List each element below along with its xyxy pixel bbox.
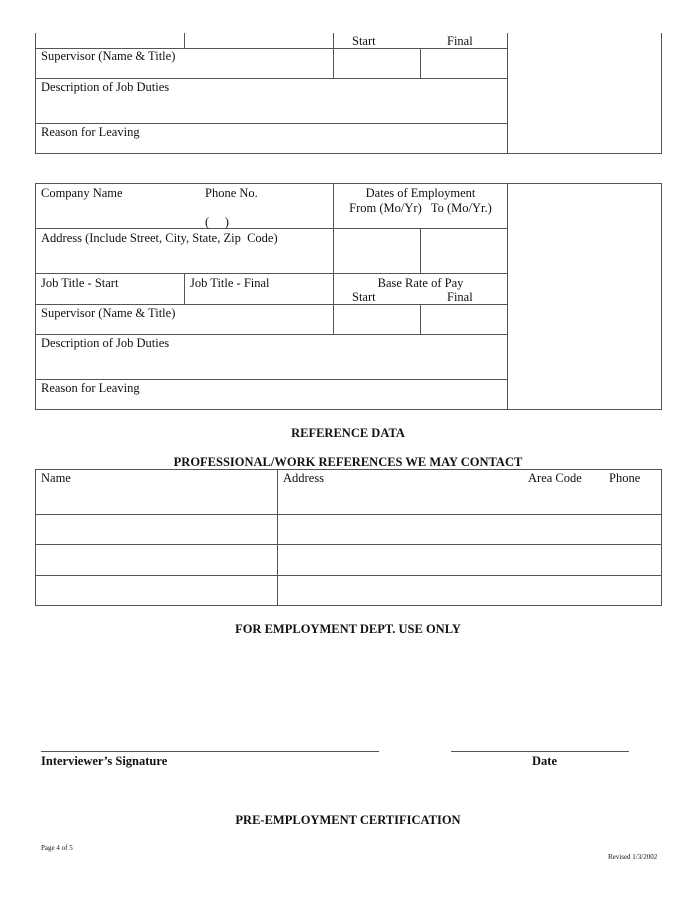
base-rate-of-pay-label: Base Rate of Pay [377,276,464,290]
address-label: Address (Include Street, City, State, Zip Code) [41,231,278,245]
column-header-address: Address [283,471,324,485]
table-border [661,33,662,154]
date-from-field[interactable] [334,229,420,273]
pay-final-label: Final [447,34,473,48]
reference-address-field[interactable] [278,576,661,605]
reason-for-leaving-field[interactable] [36,124,507,153]
reference-name-field[interactable] [36,515,277,544]
job-title-final-field[interactable] [185,274,333,304]
signature-line[interactable] [41,751,379,752]
reference-address-field[interactable] [278,545,661,575]
date-line[interactable] [451,751,629,752]
table-border [35,605,662,606]
job-duties-label: Description of Job Duties [41,80,170,94]
reference-name-field[interactable] [36,545,277,575]
phone-area-code-parens: ( ) [205,215,229,229]
dates-of-employment-header [334,184,507,228]
table-border [35,153,662,154]
job-duties-label: Description of Job Duties [41,336,170,350]
dates-of-employment-label: Dates of Employment [365,186,476,200]
column-header-phone: Phone [609,471,641,485]
reference-address-field[interactable] [278,470,661,514]
pay-final-label: Final [447,290,473,304]
interviewer-signature-label: Interviewer’s Signature [41,754,168,768]
reference-name-field[interactable] [36,470,277,514]
supervisor-label: Supervisor (Name & Title) [41,306,176,320]
reason-for-leaving-field[interactable] [36,380,507,409]
reason-for-leaving-label: Reason for Leaving [41,381,140,395]
job-duties-field[interactable] [36,79,507,123]
job-title-start-field[interactable] [36,274,184,304]
base-rate-of-pay-header [334,274,507,304]
reason-for-leaving-label: Reason for Leaving [41,125,140,139]
table-border [184,33,185,48]
supervisor-field[interactable] [36,49,333,78]
page-number: Page 4 of 5 [41,844,73,852]
supervisor-field[interactable] [36,305,333,334]
side-notes-field[interactable] [508,33,661,153]
dept-use-heading: FOR EMPLOYMENT DEPT. USE ONLY [235,622,461,636]
job-title-final-label: Job Title - Final [190,276,270,290]
table-border [661,469,662,606]
references-table-title: PROFESSIONAL/WORK REFERENCES WE MAY CONTACT [173,455,523,469]
table-border [35,409,662,410]
revised-date: Revised 1/3/2002 [608,853,658,861]
date-label: Date [532,754,557,768]
pay-start-label: Start [352,290,376,304]
supervisor-label: Supervisor (Name & Title) [41,49,176,63]
pay-start-field[interactable] [334,49,420,78]
certification-heading: PRE-EMPLOYMENT CERTIFICATION [235,813,461,827]
column-header-area-code: Area Code [528,471,582,485]
company-name-field[interactable] [36,184,333,228]
job-title-start-label: Job Title - Start [41,276,119,290]
column-header-name: Name [41,471,71,485]
side-notes-field[interactable] [508,184,661,409]
job-duties-field[interactable] [36,335,507,379]
pay-final-field[interactable] [421,305,507,334]
table-border [661,183,662,410]
pay-final-field[interactable] [421,49,507,78]
reference-data-heading: REFERENCE DATA [291,426,405,440]
date-to-field[interactable] [421,229,507,273]
address-field[interactable] [36,229,333,273]
reference-address-field[interactable] [278,515,661,544]
reference-name-field[interactable] [36,576,277,605]
company-name-label: Company Name [41,186,123,200]
phone-label: Phone No. [205,186,258,200]
dates-from-to-label: From (Mo/Yr) To (Mo/Yr.) [349,201,492,215]
pay-start-field[interactable] [334,305,420,334]
pay-start-label: Start [352,34,376,48]
